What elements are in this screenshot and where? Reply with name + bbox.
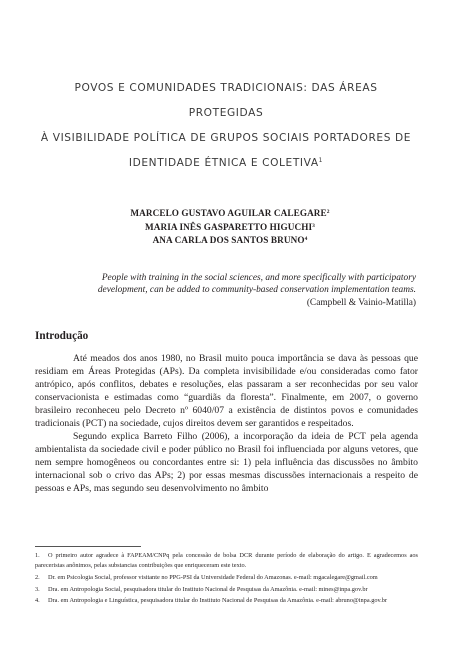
footnote [35, 573, 418, 583]
footnote-divider [35, 546, 141, 547]
epigraph-source: (Campbell & Vainio-Matilla) [306, 297, 416, 308]
footnote [35, 585, 418, 595]
author-name: MARCELO GUSTAVO AGUILAR CALEGARE$^2$ [130, 208, 330, 218]
footnote-text: O primeiro autor agradece à FAPEAM/CNPq pela concessão de bolsa DCR durante período de elaboração do artigo. E agradecemos aos pareceristas anônimos, pelas substancias contribuições que enriqueceram este texto. [35, 552, 418, 570]
footnote-text: Dra. em Antropologia e Linguística, pesquisadora titular do Instituto Nacional de Pesquisas da Amazônia. e-mail: abruno@inpa.gov.br [48, 597, 388, 605]
footnote-number: 4. [35, 597, 40, 605]
footnotes [35, 551, 418, 608]
article-title [36, 76, 416, 176]
footnote [35, 551, 418, 571]
author-footnote-marker: 4 [304, 236, 308, 243]
footnote [35, 596, 418, 606]
author-list [60, 207, 400, 248]
title-line-3: IDENTIDADE ÉTNICA E COLETIVA [128, 157, 319, 169]
footnote-number: 3. [35, 585, 40, 593]
title-line-2: À VISIBILIDADE POLÍTICA DE GRUPOS SOCIAIS PORTADORES DE [40, 132, 412, 144]
title-footnote-marker: 1 [318, 157, 324, 164]
epigraph [60, 272, 416, 309]
footnote-number: 1. [35, 552, 40, 559]
body-text [35, 352, 418, 496]
author-footnote-marker: 3 [312, 222, 316, 229]
paragraph: Até meados dos anos 1980, no Brasil muito pouca importância se dava às pessoas que residiam em Áreas Protegidas (APs). Da completa invisibilidade e/ou consideradas como fator antrópico, após conflitos, debates e resoluções, elas passaram a ser reconhecidas por seu valor conservacionista e estimadas como “guardiãs da floresta”. Finalmente, em 2007, o governo brasileiro reconheceu pelo Decreto nº 6040/07 a existência de distintos povos e comunidades tradicionais (PCT) na sociedade, cujos direitos devem ser garantidos e respeitados. [35, 353, 418, 430]
author-name: MARIA INÊS GASPARETTO HIGUCHI$^3$ [144, 221, 316, 232]
footnote-text: Dra. em Antropologia Social, pesquisadora titular do Instituto Nacional de Pesquisas da Amazônia. e-mail: mines@inpa.gov.br [48, 585, 368, 593]
title-line-1: POVOS E COMUNIDADES TRADICIONAIS: DAS ÁREAS PROTEGIDAS [74, 82, 378, 119]
footnote-text: Dr. em Psicologia Social, professor visitante no PPG-PSI da Universidade Federal do Amazonas. e-mail: mgacalegare@gmail.com [48, 573, 378, 581]
epigraph-quote: People with training in the social sciences, and more specifically with participatory development, can be added to community-based conservation implementation teams. [97, 273, 416, 296]
paragraph: Segundo explica Barreto Filho (2006), a incorporação da ideia de PCT pela agenda ambientalista da sociedade civil e poder público no Brasil foi influenciada por alguns vetores, que nem sempre homogêneos ou concordantes entre si: 1) pela influência das discussões no âmbito internacional sob o crivo das APs; 2) por essas mesmas discussões internacionais a respeito de pessoas e APs, mas segundo seu desenvolvimento no âmbito [35, 431, 418, 495]
author-name: ANA CARLA DOS SANTOS BRUNO$^4$ [152, 235, 308, 246]
section-heading: Introdução [35, 330, 89, 342]
author-footnote-marker: 2 [326, 209, 330, 215]
footnote-number: 2. [35, 573, 40, 581]
